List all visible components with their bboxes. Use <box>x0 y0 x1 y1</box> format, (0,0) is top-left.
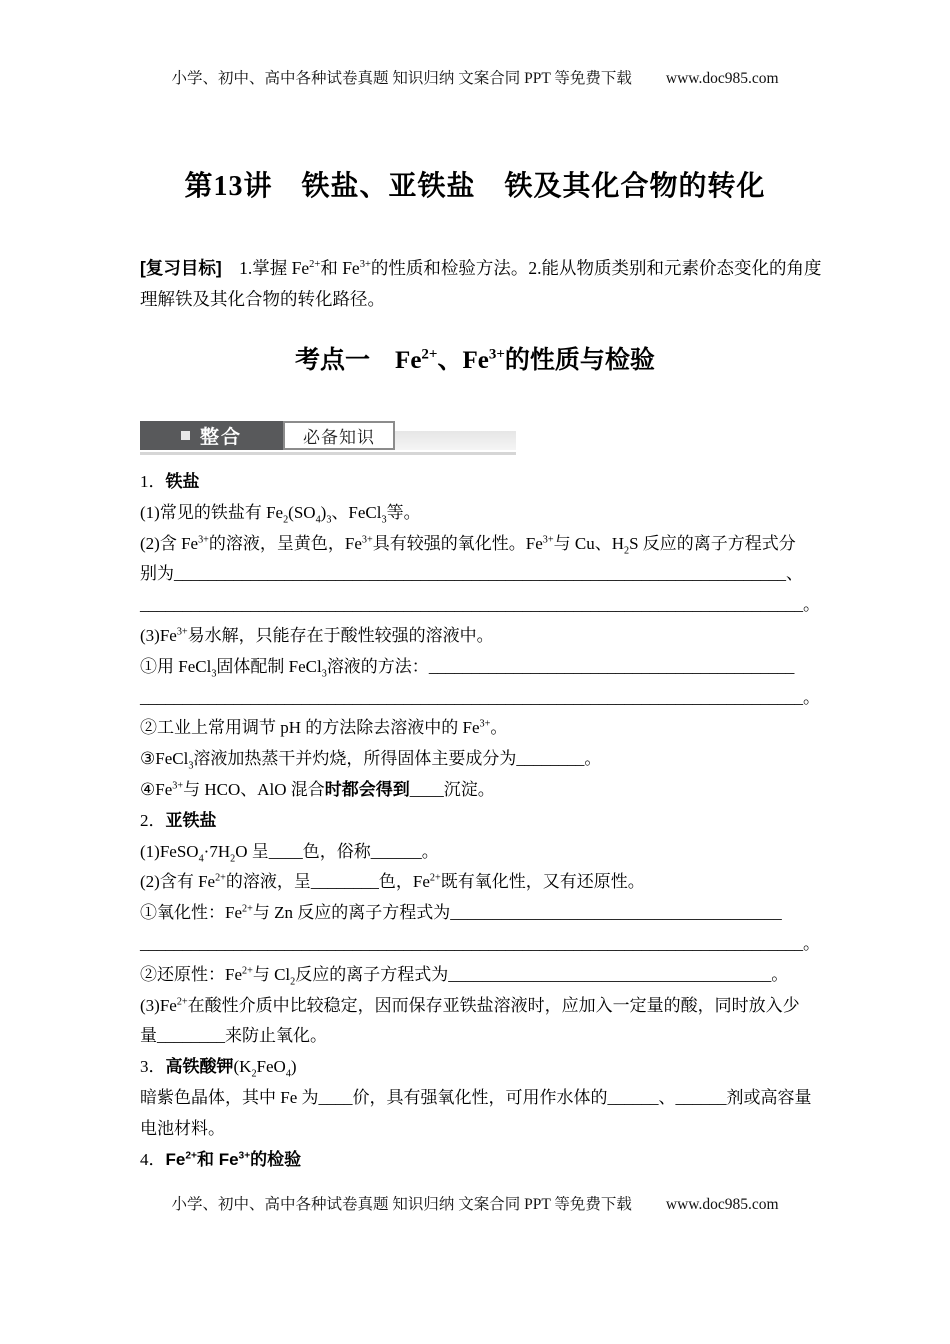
text-run: ______________________________________________________________________________ <box>140 595 803 615</box>
text-run: 色，Fe <box>378 872 430 892</box>
text-run: (2)含有 Fe <box>140 872 216 892</box>
content-line <box>140 652 816 683</box>
text-run: 高铁酸钾 <box>165 1057 234 1077</box>
text-run: 4． <box>140 1149 166 1169</box>
text-run: 和 Fe <box>320 258 360 278</box>
text-run: 2+ <box>176 995 188 1007</box>
text-run: 3+ <box>488 346 505 363</box>
text-run: 。 <box>490 718 508 738</box>
text-run: (K <box>233 1057 252 1077</box>
text-run: ②工业上常用调节 pH 的方法除去溶液中的 Fe <box>140 718 480 738</box>
content-line <box>140 806 816 837</box>
text-run: 3 <box>381 514 387 526</box>
content-line <box>140 529 816 560</box>
text-run: 与 HCO、AlO 混合 <box>183 779 325 799</box>
page-title: 第13讲 铁盐、亚铁盐 铁及其化合物的转化 <box>184 171 766 202</box>
content-line <box>140 281 820 312</box>
text-run: 2． <box>140 810 166 830</box>
text-run: 2 <box>623 544 630 556</box>
text-run: 3+ <box>359 259 371 271</box>
text-run: 与 Cl <box>252 964 291 984</box>
text-run: ________ <box>157 1026 225 1046</box>
text-run: ____ <box>409 779 444 799</box>
content-line <box>140 621 816 652</box>
text-run: (1)FeSO <box>140 841 199 861</box>
text-run: 电池材料。 <box>140 1118 225 1138</box>
text-run: 考点一 Fe <box>295 347 422 374</box>
text-run: 具有较强的氧化性。Fe <box>372 533 543 553</box>
tab-essential-knowledge-label: 必备知识 <box>303 428 375 447</box>
text-run: 来防止氧化。 <box>225 1026 327 1046</box>
content-line <box>140 867 816 898</box>
text-run: ______________________________________________________________________________ <box>140 933 803 953</box>
text-run: ·7H <box>203 841 231 861</box>
text-run: O 呈 <box>235 841 269 861</box>
text-run: (1)常见的铁盐有 Fe <box>140 502 284 522</box>
text-run: 4 <box>198 852 204 864</box>
text-run: [复习目标] <box>140 258 222 278</box>
text-run: 、FeCl <box>331 502 382 522</box>
text-run: 的溶液，呈黄色，Fe <box>208 533 362 553</box>
text-run: 量 <box>140 1026 157 1046</box>
text-run: ________ <box>310 872 379 892</box>
text-run: ①用 FeCl <box>140 656 212 676</box>
content-line <box>140 1145 816 1176</box>
text-run: 2 <box>251 1068 257 1080</box>
text-run: 。 <box>803 933 820 953</box>
footer-promo-text: 小学、初中、高中各种试卷真题 知识归纳 文案合同 PPT 等免费下载 <box>171 1196 632 1213</box>
text-run: 。 <box>421 841 439 861</box>
content-line <box>140 1021 816 1052</box>
text-run: 3． <box>140 1057 166 1077</box>
content-line <box>140 467 816 498</box>
text-run: ______ <box>370 841 422 861</box>
text-run: ______________________________________ <box>448 964 772 984</box>
text-run: 2+ <box>215 872 226 884</box>
text-run: ) <box>320 502 327 522</box>
text-run: 别为 <box>140 564 174 584</box>
section-title <box>0 340 950 376</box>
text-run: 4 <box>315 514 321 526</box>
text-run: 。 <box>803 687 820 707</box>
text-run: 、 <box>658 1087 676 1107</box>
text-run: 易水解，只能存在于酸性较强的溶液中。 <box>187 625 494 645</box>
text-run: 3+ <box>176 626 188 638</box>
text-run: ______ <box>607 1087 659 1107</box>
text-run: FeO <box>256 1057 286 1077</box>
text-run: (3)Fe <box>140 625 177 645</box>
text-run: ______ <box>675 1087 727 1107</box>
text-run: ④Fe <box>140 779 173 799</box>
text-run: 2+ <box>429 872 441 884</box>
text-run: 价，具有强氧化性，可用作水体的 <box>352 1087 608 1107</box>
text-run: ___________________________________________ <box>428 656 795 676</box>
text-run: 3+ <box>172 780 184 792</box>
text-run: 既有氧化性，又有还原性。 <box>440 872 645 892</box>
text-run: (3)Fe <box>140 995 177 1015</box>
text-run: 3+ <box>542 533 554 545</box>
content-body <box>140 467 820 1175</box>
text-run: 铁盐 <box>165 472 200 491</box>
text-run: 理解铁及其化合物的转化路径。 <box>140 288 385 309</box>
text-run: 。 <box>584 749 602 769</box>
footer-site-url[interactable]: www.doc985.com <box>665 1196 779 1213</box>
text-run: 2+ <box>242 965 253 977</box>
tab-essential-knowledge <box>283 421 395 450</box>
header-promo-text: 小学、初中、高中各种试卷真题 知识归纳 文案合同 PPT 等免费下载 <box>171 70 632 87</box>
content-line <box>140 744 816 775</box>
text-run: 亚铁盐 <box>165 810 217 830</box>
text-run: 、 <box>786 564 803 584</box>
text-run: 2 <box>283 514 289 526</box>
tab-rule-divider <box>140 452 516 455</box>
content-line <box>140 1114 816 1145</box>
text-run: 3+ <box>479 718 491 730</box>
text-run: 2+ <box>242 903 253 915</box>
text-run: 色，俗称 <box>302 841 371 861</box>
text-run: 反应的离子方程式为 <box>295 964 449 984</box>
text-run: 和 Fe <box>196 1149 239 1169</box>
text-run: ________ <box>516 749 585 769</box>
content-line <box>140 991 816 1022</box>
text-run: 3+ <box>198 533 209 545</box>
text-run: 。 <box>771 964 789 984</box>
text-run: 与 Zn 反应的离子方程式为 <box>252 903 451 923</box>
tab-strip-decoration <box>395 431 516 450</box>
text-run: 1． <box>140 472 166 491</box>
review-objectives-paragraph <box>140 250 820 312</box>
content-line <box>140 590 820 621</box>
text-run: 、Fe <box>437 347 489 374</box>
tab-integration <box>140 421 283 450</box>
text-run: 3+ <box>238 1149 251 1161</box>
text-run: 在酸性介质中比较稳定，因而保存亚铁盐溶液时，应加入一定量的酸，同时放入少 <box>187 995 800 1015</box>
text-run: 2+ <box>421 346 438 363</box>
text-run: 2 <box>290 976 296 988</box>
text-run: ________________________________________________________________________ <box>174 564 786 584</box>
page-footer <box>0 1192 950 1214</box>
text-run: 的检验 <box>250 1149 302 1169</box>
text-run: 溶液加热蒸干并灼烧，所得固体主要成分为 <box>193 749 517 769</box>
text-run: 2+ <box>185 1149 197 1161</box>
text-run: 3 <box>211 668 217 680</box>
text-run: ____ <box>268 841 303 861</box>
content-line <box>140 250 820 281</box>
text-run: Fe <box>165 1149 186 1169</box>
content-line <box>140 960 816 991</box>
text-run: 溶液的方法： <box>326 656 429 676</box>
header-site-url[interactable]: www.doc985.com <box>665 70 779 87</box>
content-line <box>140 683 820 714</box>
text-run: 3+ <box>361 533 373 545</box>
text-run: 3 <box>326 514 332 526</box>
content-line <box>140 775 816 806</box>
content-line <box>140 559 816 590</box>
text-run: 的性质和检验方法。2.能从物质类别和元素价态变化的角度 <box>370 258 822 278</box>
text-run: 剂或高容量 <box>726 1087 812 1107</box>
text-run: 2+ <box>309 259 321 271</box>
text-run: _______________________________________ <box>450 903 782 923</box>
text-run: ③FeCl <box>140 749 189 769</box>
text-run: (2)含 Fe <box>140 533 199 553</box>
text-run: 2 <box>230 852 236 864</box>
text-run: 与 Cu、H <box>553 533 624 553</box>
text-run: ______________________________________________________________________________ <box>140 687 803 707</box>
text-run: 4 <box>285 1068 291 1080</box>
content-line <box>140 898 816 929</box>
square-bullet-icon <box>181 431 190 440</box>
text-run: (SO <box>288 502 316 522</box>
text-run: ②还原性：Fe <box>140 964 242 984</box>
content-line <box>140 1083 816 1114</box>
content-line <box>140 1052 816 1083</box>
content-line <box>140 929 820 960</box>
text-run: 暗紫色晶体，其中 Fe 为 <box>140 1087 319 1107</box>
text-run: 沉淀。 <box>443 779 495 799</box>
text-run: 的溶液，呈 <box>225 872 311 892</box>
text-run: 1.掌握 Fe <box>221 258 310 278</box>
text-run: 3 <box>321 668 327 680</box>
text-run: S 反应的离子方程式分 <box>629 533 796 553</box>
page-header <box>0 66 950 88</box>
content-line <box>140 498 816 529</box>
text-run: ) <box>290 1057 297 1077</box>
text-run: ①氧化性：Fe <box>140 903 242 923</box>
text-run: 时都会得到 <box>324 779 410 799</box>
content-line <box>140 837 816 868</box>
content-line <box>140 713 816 744</box>
text-run: 固体配制 FeCl <box>216 656 322 676</box>
text-run: 等。 <box>386 502 421 522</box>
text-run: 的性质与检验 <box>504 347 655 374</box>
tab-integration-label: 整合 <box>199 427 242 448</box>
text-run: ____ <box>318 1087 353 1107</box>
text-run: 3 <box>188 760 194 772</box>
text-run: 。 <box>803 595 820 615</box>
tab-bar <box>140 421 516 455</box>
